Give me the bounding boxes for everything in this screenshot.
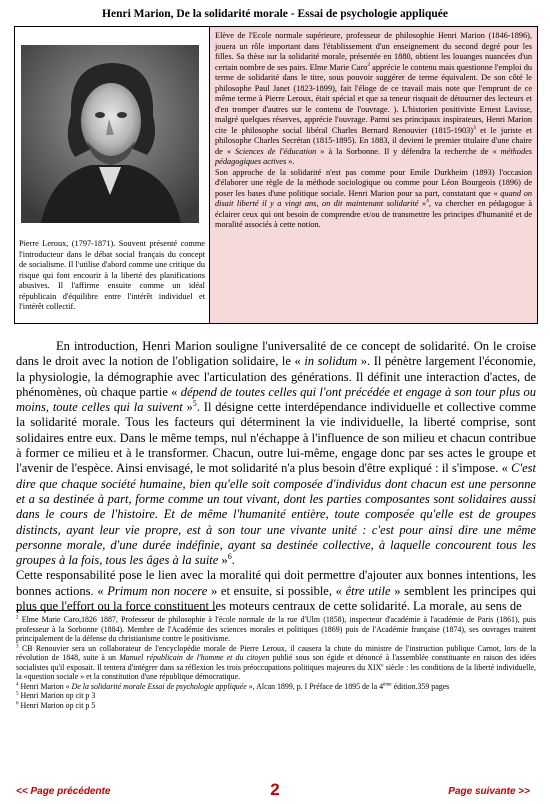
portrait-panel <box>15 27 209 323</box>
footnote-ref: 3 <box>473 124 476 131</box>
footnote-ref: 4 <box>426 198 429 205</box>
page-navigation <box>0 776 550 804</box>
bio-paragraph: Son approche de la solidarité n'est pas comme pour Emile Durkheim (1893) l'occasion d'élaborer une règle de la méthode sociologique ou comme pour Léon Bourgeois (1896) de poser les bases d'une politique sociale. Henri Marion pour sa part, constatant que « quand on disait liberté il y a vingt ans, on dit maintenant solidarité »$^4$, va chercher en pédagogue à éclairer ceux qui ont besoin de comprendre et/ou de transmettre les principes d'humanité et de moralité associés à cette notion. <box>215 167 533 229</box>
footnote-ref: 2 <box>367 61 371 68</box>
bio-panel <box>209 27 537 323</box>
footnote-divider <box>16 610 216 611</box>
footnote-ref: 5 <box>192 399 197 409</box>
footnote: $^2$ Elme Marie Caro,1826 1887, Professeur de philosophie à l'école normale de la rue d'Ulm (1858), inspecteur d'académie à l'académie de Paris (1861), puis professeur à la Sorbonne (1884). Membre de l'Académie des sciences morales et politiques (1869) puis de l'Académie française (1874), ses ouvrages traitent principalement de la défense du christianisme contre le positivisme. <box>16 614 536 643</box>
footnote-ref: 6 <box>227 552 232 561</box>
bio-paragraph: Elève de l'Ecole normale supérieure, professeur de philosophie Henri Marion (1846-1896), jouera un rôle important dans l'établissement d'un enseignement du second degré pour les filles. Sa thèse sur la solidarité morale, présentée en 1880, obtient les louanges nuancées d'un certain nombre de ses pairs. Elme Marie Caro$^2$ apprécie le contenu mais questionne l'emploi du terme de solidarité dans le titre, sous pouvoir suggérer de terme équivalent. De son côté le philosophe Paul Janet (1823-1899), fait l'éloge de ce travail mais note que l'emprunt de ce même terme à Pierre Leroux, était spécial et que sa teneur risquait de détourner des lecteurs et d'en tromper d'autres sur le contenu de l'ouvrage. ). L'historien positiviste Ernest Lavisse, malgré quelques réserves, apprécie l'ouvrage. Parmi ses principaux inspirateurs, Henri Marion cite le philosophe social libéral Charles Bernard Renouvier (1815-1903)$^3$ et le juriste et philosophe Charles Secrétan (1815-1895). En 1883, il devient le premier titulaire d'une chaire de « Sciences de l'éducation » à la Sorbonne. Il y défendra la recherche de « méthodes pédagogiques actives ». <box>215 31 533 166</box>
footnote: $^3$ CB Renouvier sera un collaborateur de l'encyclopédie morale de Pierre Leroux, il causera la chute du ministre de l'instruction publique Carnot, lors de la révolution de 1848, suite à un Manuel républicain de l'homme et du citoyen publié sous son égide et dénoncé à l'assemblée constituante en raison des idées socialistes qu'il exposait. Il tentera d'intégrer dans sa réflexion les trois préoccupations politiques majeures du XIXe siècle : les conditions de la liberté individuelle, la «question sociale » et la constitution d'une république démocratique. <box>16 642 536 681</box>
body-paragraph: En introduction, Henri Marion souligne l'universalité de ce concept de solidarité. On le croise dans le droit avec la notion de l'obligation solidaire, le « in solidum ». Il pénètre largement l'économie, la physiologie, la démographie avec l'articulation des générations. Il définit une interaction d'actes, de phénomènes, où chaque partie « dépend de toutes celles qui l'ont précédée et engage à son tour plus ou moins, toute celles qui la suivent »$^5$. Il désigne cette interdépendance individuelle et collective comme la solidarité morale. Tous les facteurs qui déterminent la vie individuelle, la liberté comprise, sont solidaires entre eux. Dans le même temps, nul n'échappe à l'influence de son milieu et chacun contribue à former ce milieu et à le transformer. Chacun, outre lui-même, engage donc par ses actes le groupe et l'avenir de l'espèce. Ainsi envisagé, le mot solidarité n'a plus besoin d'être expliqué : il s'impose. « C'est dire que chaque société humaine, bien qu'elle soit composée d'individus dont chacun est une personne et a sa destinée à part, forme comme un tout vivant, dont les parties composantes sont solidaires aussi dans le cours de l'histoire. Et de même l'humanité entière, toute composée qu'elle est de groupes distincts, ayant leur vie propre, est à son tour une vivante unité : c'est pour ainsi dire une même personne morale, d'une durée indéfinie, ayant sa destinée collective, à laquelle concourent tous les groupes à la fois, tous les âges à la suite »$^6$. <box>16 339 537 568</box>
page-number: 2 <box>270 780 280 799</box>
next-page-link[interactable]: Page suivante >> <box>448 786 530 797</box>
previous-page-link[interactable]: << Page précédente <box>16 786 111 797</box>
page-title: Henri Marion, De la solidarité morale - Essai de psychologie appliquée <box>102 8 448 20</box>
main-text <box>16 339 536 614</box>
intro-box <box>14 26 538 324</box>
bio-text <box>215 31 532 231</box>
portrait-image <box>21 45 199 223</box>
body-paragraph: Cette responsabilité pose le lien avec la moralité qui doit permettre d'ajouter aux bonnes intentions, les bonnes actions. « Primum non nocere » et ensuite, si possible, « être utile » semblent les principes qui plus que l'effort ou la force constituent les moteurs centraux de cette solidarité. La morale, au sens de <box>16 568 537 614</box>
footnote: $^5$ Henri Marion op cit p 3 <box>16 690 96 700</box>
footnotes <box>16 615 536 710</box>
footnote: $^4$ Henri Marion « De la solidarité morale Essai de psychologie appliquée », Alcan 1899, p. I Préface de 1895 de la 4ème édition.359 pages <box>16 680 450 691</box>
footnote: $^6$ Henri Marion op cit p 5 <box>16 699 96 710</box>
portrait-caption: Pierre Leroux, (1797-1871). Souvent présenté comme l'introducteur dans le débat social français du concept de socialisme. Il l'utilise d'abord comme une critique du risque qui font encourir à la liberté des planifications abusives. Il l'affirme ensuite comme un idéal républicain d'équilibre entre l'intérêt individuel et l'intérêt collectif. <box>19 239 205 311</box>
